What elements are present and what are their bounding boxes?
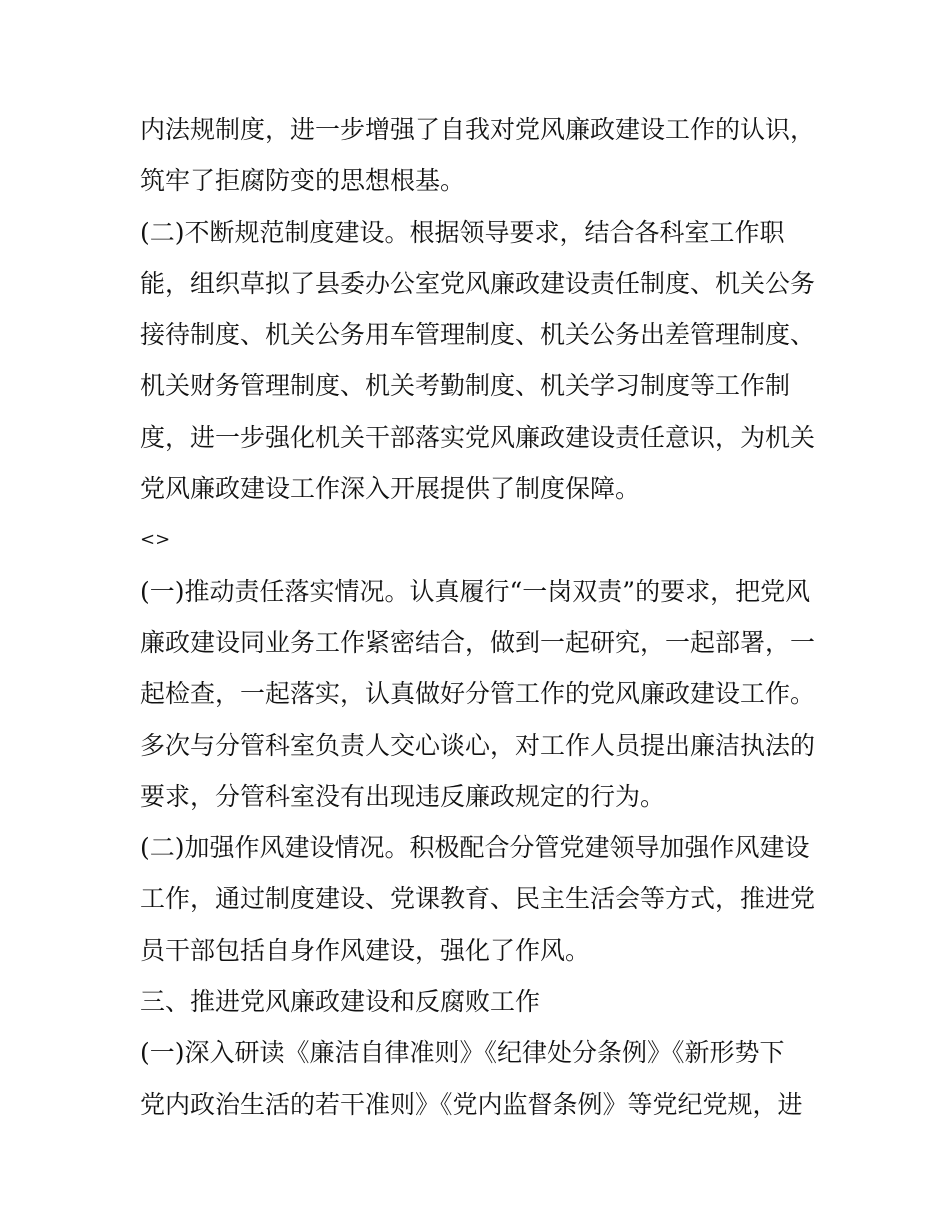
text-line: 接待制度、机关公务用车管理制度、机关公务出差管理制度、 [140,320,816,350]
text-line: 起检查，一起落实，认真做好分管工作的党风廉政建设工作。 [140,679,816,709]
text-line: 党内政治生活的若干准则》《党内监督条例》等党纪党规，进 [140,1089,803,1119]
text-line: 度，进一步强化机关干部落实党风廉政建设责任意识，为机关 [140,422,816,452]
section-heading: 三、推进党风廉政建设和反腐败工作 [140,987,541,1017]
section-marker: <> [140,529,171,551]
text-line: (一)深入研读《廉洁自律准则》《纪律处分条例》《新形势下 [140,1038,785,1068]
text-line: 党风廉政建设工作深入开展提供了制度保障。 [140,474,641,504]
text-line: 内法规制度，进一步增强了自我对党风廉政建设工作的认识， [140,115,816,144]
text-line: 多次与分管科室负责人交心谈心，对工作人员提出廉洁执法的 [140,730,816,760]
text-line: 要求，分管科室没有出现违反廉政规定的行为。 [140,781,666,811]
text-line: 筑牢了拒腐防变的思想根基。 [140,166,466,196]
document-body [140,104,820,1130]
text-line: 廉政建设同业务工作紧密结合，做到一起研究，一起部署，一 [140,627,816,657]
text-line: (二)不断规范制度建设。根据领导要求，结合各科室工作职 [140,217,785,247]
text-line: (一)推动责任落实情况。认真履行“一岗双责”的要求，把党风 [140,576,811,606]
text-line: 机关财务管理制度、机关考勤制度、机关学习制度等工作制 [140,371,791,401]
text-line: (二)加强作风建设情况。积极配合分管党建领导加强作风建设 [140,833,810,863]
text-line: 工作，通过制度建设、党课教育、民主生活会等方式，推进党 [140,884,816,914]
text-line: 能，组织草拟了县委办公室党风廉政建设责任制度、机关公务 [140,268,816,298]
text-line: 员干部包括自身作风建设，强化了作风。 [140,935,591,965]
